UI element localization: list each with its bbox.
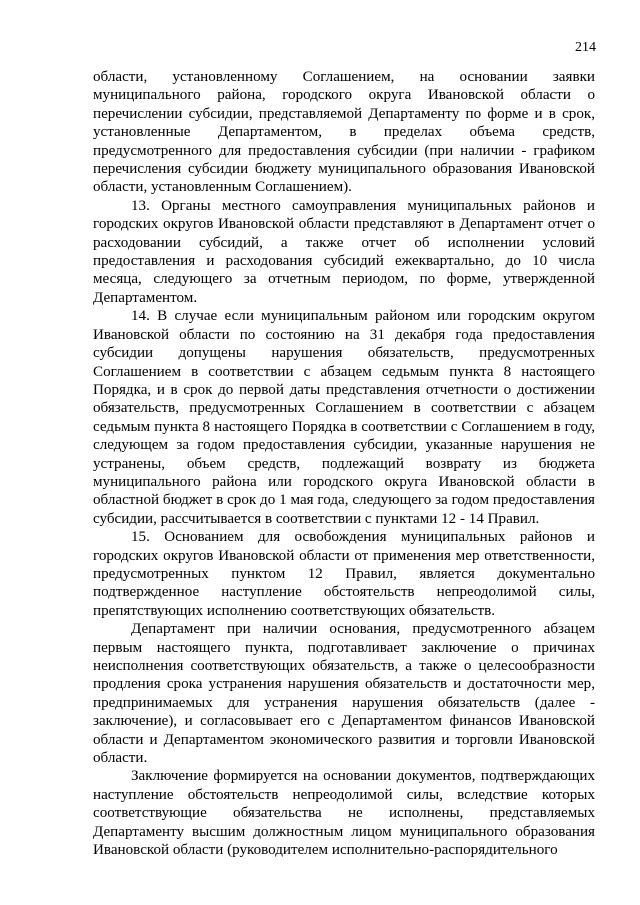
paragraph-conclusion-basis: Заключение формируется на основании документов, подтверждающих наступление обстоятельств непреодолимой силы, вследствие которых соответствующие обязательства не исполнены, представляемых Департаменту высшим должностным лицом муниципального образования Ивановской области (руководителем исполнительно-распорядительного — [93, 768, 595, 859]
document-body — [93, 68, 595, 859]
paragraph-item-13: 13. Органы местного самоуправления муниципальных районов и городских округов Ивановской области представляют в Департамент отчет о расходовании субсидий, а также отчет об исполнении условий предоставления и расходования субсидий ежеквартально, до 10 числа месяца, следующего за отчетным периодом, по форме, утвержденной Департаментом. — [93, 197, 595, 306]
paragraph-department-conclusion: Департамент при наличии основания, предусмотренного абзацем первым настоящего пункта, подготавливает заключение о причинах неисполнения соответствующих обязательств, а также о целесообразности продления срока устранения нарушения обязательств и достаточности мер, предпринимаемых для устранения нарушения обязательств (далее - заключение), и согласовывает его с Департаментом финансов Ивановской области и Департаментом экономического развития и торговли Ивановской области. — [93, 621, 595, 767]
paragraph-item-14: 14. В случае если муниципальным районом или городским округом Ивановской области по состоянию на 31 декабря года предоставления субсидии допущены нарушения обязательств, предусмотренных Соглашением в соответствии с абзацем седьмым пункта 8 настоящего Порядка, и в срок до первой даты представления отчетности о достижении обязательств, предусмотренных Соглашением в соответствии с абзацем седьмым пункта 8 настоящего Порядка в соответствии с Соглашением в году, следующем за годом предоставления субсидии, указанные нарушения не устранены, объем средств, подлежащий возврату из бюджета муниципального района или городского округа Ивановской области в областной бюджет в срок до 1 мая года, следующего за годом предоставления субсидии, рассчитывается в соответствии с пунктами 12 - 14 Правил. — [93, 308, 595, 527]
page-number: 214 — [575, 40, 596, 55]
paragraph-item-15: 15. Основанием для освобождения муниципальных районов и городских округов Ивановской области от применения мер ответственности, предусмотренных пунктом 12 Правил, является документально подтвержденное наступление обстоятельств непреодолимой силы, препятствующих исполнению соответствующих обязательств. — [93, 529, 595, 619]
paragraph-continuation: области, установленному Соглашением, на основании заявки муниципального района, городского округа Ивановской области о перечислении субсидии, представляемой Департаменту по форме и в срок, установленные Департаментом, в пределах объема средств, предусмотренного для предоставления субсидии (при наличии - графиком перечисления субсидии бюджету муниципального образования Ивановской области, установленным Соглашением). — [93, 69, 595, 196]
